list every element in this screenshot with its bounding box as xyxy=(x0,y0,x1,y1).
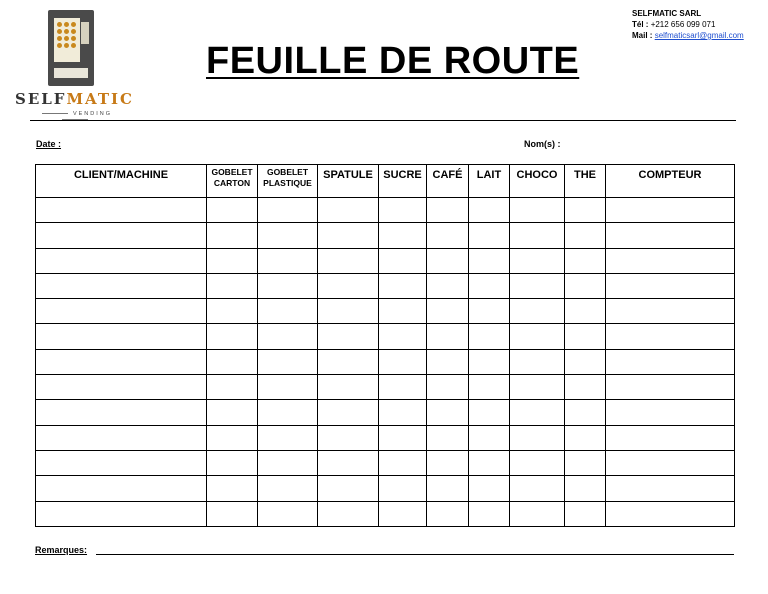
table-cell[interactable] xyxy=(258,375,318,400)
table-row xyxy=(36,375,735,400)
table-cell[interactable] xyxy=(207,223,258,248)
table-cell[interactable] xyxy=(427,450,469,475)
table-cell[interactable] xyxy=(207,273,258,298)
table-cell[interactable] xyxy=(510,425,565,450)
table-cell[interactable] xyxy=(469,349,510,374)
table-cell[interactable] xyxy=(606,248,735,273)
column-header: CHOCO xyxy=(510,165,565,198)
table-cell[interactable] xyxy=(258,450,318,475)
table-cell[interactable] xyxy=(36,349,207,374)
table-cell[interactable] xyxy=(318,248,379,273)
table-cell[interactable] xyxy=(510,299,565,324)
table-cell[interactable] xyxy=(565,375,606,400)
table-cell[interactable] xyxy=(469,273,510,298)
table-cell[interactable] xyxy=(207,248,258,273)
table-cell[interactable] xyxy=(318,425,379,450)
table-row xyxy=(36,223,735,248)
table-cell[interactable] xyxy=(606,273,735,298)
table-cell[interactable] xyxy=(36,501,207,526)
table-cell[interactable] xyxy=(36,299,207,324)
table-cell[interactable] xyxy=(379,476,427,501)
table-row xyxy=(36,299,735,324)
table-cell[interactable] xyxy=(379,349,427,374)
header-divider xyxy=(30,120,736,121)
logo-tagline: VENDING xyxy=(22,111,127,123)
table-cell[interactable] xyxy=(379,299,427,324)
table-row xyxy=(36,198,735,223)
table-cell[interactable] xyxy=(207,450,258,475)
table-cell[interactable] xyxy=(379,273,427,298)
table-cell[interactable] xyxy=(207,400,258,425)
table-cell[interactable] xyxy=(258,223,318,248)
table-cell[interactable] xyxy=(379,450,427,475)
table-cell[interactable] xyxy=(469,198,510,223)
table-cell[interactable] xyxy=(469,400,510,425)
table-cell[interactable] xyxy=(258,400,318,425)
table-cell[interactable] xyxy=(606,324,735,349)
company-email-link[interactable]: selfmaticsarl@gmail.com xyxy=(654,31,744,40)
table-cell[interactable] xyxy=(318,299,379,324)
table-cell[interactable] xyxy=(379,248,427,273)
table-cell[interactable] xyxy=(469,425,510,450)
table-cell[interactable] xyxy=(427,375,469,400)
table-cell[interactable] xyxy=(469,248,510,273)
table-cell[interactable] xyxy=(606,425,735,450)
table-row xyxy=(36,324,735,349)
remarks-line[interactable] xyxy=(96,554,734,555)
table-cell[interactable] xyxy=(427,349,469,374)
table-cell[interactable] xyxy=(606,375,735,400)
table-cell[interactable] xyxy=(207,349,258,374)
table-cell[interactable] xyxy=(207,324,258,349)
page-title: FEUILLE DE ROUTE xyxy=(206,40,580,82)
table-cell[interactable] xyxy=(318,450,379,475)
table-cell[interactable] xyxy=(510,501,565,526)
table-cell[interactable] xyxy=(207,501,258,526)
table-cell[interactable] xyxy=(258,273,318,298)
names-label: Nom(s) : xyxy=(524,139,561,149)
logo-brand-text: SELFMATIC xyxy=(14,90,134,108)
table-cell[interactable] xyxy=(318,223,379,248)
table-cell[interactable] xyxy=(510,450,565,475)
table-cell[interactable] xyxy=(469,375,510,400)
table-cell[interactable] xyxy=(606,349,735,374)
table-cell[interactable] xyxy=(606,501,735,526)
table-cell[interactable] xyxy=(510,375,565,400)
column-header: CAFÉ xyxy=(427,165,469,198)
table-cell[interactable] xyxy=(258,476,318,501)
table-cell[interactable] xyxy=(469,223,510,248)
table-cell[interactable] xyxy=(379,375,427,400)
vending-machine-icon xyxy=(48,10,94,86)
table-cell[interactable] xyxy=(379,501,427,526)
table-cell[interactable] xyxy=(469,501,510,526)
column-header: SPATULE xyxy=(318,165,379,198)
table-cell[interactable] xyxy=(565,450,606,475)
column-header: SUCRE xyxy=(379,165,427,198)
table-cell[interactable] xyxy=(36,425,207,450)
table-cell[interactable] xyxy=(510,476,565,501)
table-cell[interactable] xyxy=(318,324,379,349)
table-row xyxy=(36,450,735,475)
table-cell[interactable] xyxy=(469,299,510,324)
table-cell[interactable] xyxy=(469,324,510,349)
table-cell[interactable] xyxy=(258,198,318,223)
table-row xyxy=(36,501,735,526)
table-cell[interactable] xyxy=(427,400,469,425)
table-row xyxy=(36,248,735,273)
table-row xyxy=(36,349,735,374)
table-cell[interactable] xyxy=(565,248,606,273)
table-cell[interactable] xyxy=(427,299,469,324)
table-row xyxy=(36,273,735,298)
remarks-label: Remarques: xyxy=(35,545,88,555)
selfmatic-logo xyxy=(12,8,137,118)
table-cell[interactable] xyxy=(258,248,318,273)
company-phone: Tél : +212 656 099 071 xyxy=(632,20,716,29)
table-cell[interactable] xyxy=(606,299,735,324)
table-cell[interactable] xyxy=(565,501,606,526)
table-cell[interactable] xyxy=(36,273,207,298)
table-cell[interactable] xyxy=(606,223,735,248)
table-cell[interactable] xyxy=(565,425,606,450)
table-cell[interactable] xyxy=(606,400,735,425)
table-cell[interactable] xyxy=(36,400,207,425)
table-cell[interactable] xyxy=(379,425,427,450)
table-cell[interactable] xyxy=(510,400,565,425)
table-cell[interactable] xyxy=(318,375,379,400)
company-info xyxy=(632,8,744,41)
table-cell[interactable] xyxy=(510,198,565,223)
table-cell[interactable] xyxy=(318,476,379,501)
table-cell[interactable] xyxy=(565,476,606,501)
table-cell[interactable] xyxy=(427,324,469,349)
route-sheet-table xyxy=(35,164,735,527)
table-cell[interactable] xyxy=(318,400,379,425)
table-cell[interactable] xyxy=(207,375,258,400)
table-cell[interactable] xyxy=(258,425,318,450)
table-cell[interactable] xyxy=(36,450,207,475)
table-cell[interactable] xyxy=(207,476,258,501)
table-cell[interactable] xyxy=(469,476,510,501)
table-cell[interactable] xyxy=(258,324,318,349)
column-header: CLIENT/MACHINE xyxy=(36,165,207,198)
table-cell[interactable] xyxy=(318,273,379,298)
table-cell[interactable] xyxy=(565,198,606,223)
table-cell[interactable] xyxy=(318,501,379,526)
remarks xyxy=(35,545,87,555)
date-label: Date : xyxy=(36,139,62,149)
table-cell[interactable] xyxy=(36,223,207,248)
table-cell[interactable] xyxy=(427,425,469,450)
table-row xyxy=(36,425,735,450)
table-cell[interactable] xyxy=(379,223,427,248)
table-cell[interactable] xyxy=(207,425,258,450)
table-cell[interactable] xyxy=(565,349,606,374)
table-cell[interactable] xyxy=(427,223,469,248)
column-header: GOBELET PLASTIQUE xyxy=(258,165,318,198)
table-cell[interactable] xyxy=(427,273,469,298)
column-header: THE xyxy=(565,165,606,198)
table-cell[interactable] xyxy=(379,198,427,223)
table-body xyxy=(36,198,735,527)
company-email: Mail : selfmaticsarl@gmail.com xyxy=(632,31,744,40)
company-name: SELFMATIC SARL xyxy=(632,9,702,18)
table-cell[interactable] xyxy=(36,476,207,501)
column-header: COMPTEUR xyxy=(606,165,735,198)
table-row xyxy=(36,400,735,425)
table-cell[interactable] xyxy=(510,223,565,248)
table-cell[interactable] xyxy=(606,476,735,501)
table-cell[interactable] xyxy=(565,223,606,248)
table-cell[interactable] xyxy=(427,501,469,526)
table-cell[interactable] xyxy=(36,375,207,400)
table-cell[interactable] xyxy=(510,248,565,273)
table-cell[interactable] xyxy=(258,299,318,324)
table-cell[interactable] xyxy=(207,198,258,223)
table-header-row xyxy=(36,165,735,198)
table-cell[interactable] xyxy=(318,198,379,223)
table-cell[interactable] xyxy=(565,299,606,324)
table-cell[interactable] xyxy=(510,273,565,298)
table-cell[interactable] xyxy=(36,248,207,273)
column-header: GOBELET CARTON xyxy=(207,165,258,198)
table-cell[interactable] xyxy=(565,273,606,298)
table-cell[interactable] xyxy=(318,349,379,374)
table-cell[interactable] xyxy=(258,501,318,526)
table-row xyxy=(36,476,735,501)
table-cell[interactable] xyxy=(469,450,510,475)
table-cell[interactable] xyxy=(379,400,427,425)
table-cell[interactable] xyxy=(36,324,207,349)
table-cell[interactable] xyxy=(606,450,735,475)
table-cell[interactable] xyxy=(565,324,606,349)
table-cell[interactable] xyxy=(379,324,427,349)
table-cell[interactable] xyxy=(565,400,606,425)
table-cell[interactable] xyxy=(510,324,565,349)
table-cell[interactable] xyxy=(427,198,469,223)
table-cell[interactable] xyxy=(427,248,469,273)
table-cell[interactable] xyxy=(207,299,258,324)
table-cell[interactable] xyxy=(36,198,207,223)
table-cell[interactable] xyxy=(258,349,318,374)
table-cell[interactable] xyxy=(510,349,565,374)
table-cell[interactable] xyxy=(427,476,469,501)
table-cell[interactable] xyxy=(606,198,735,223)
column-header: LAIT xyxy=(469,165,510,198)
